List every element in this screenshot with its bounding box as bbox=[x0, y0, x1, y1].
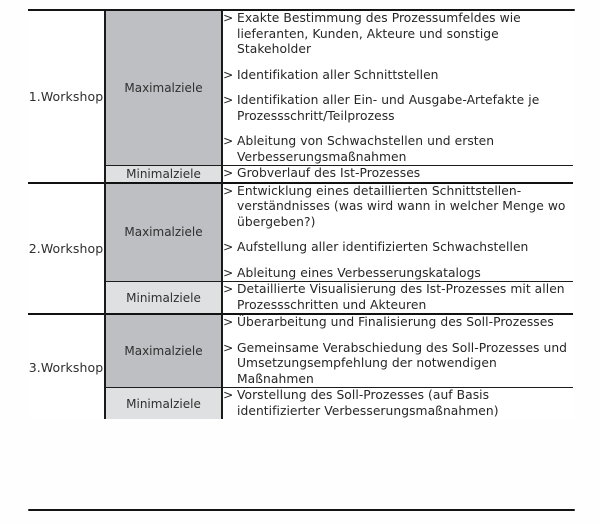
bullet-list bbox=[223, 282, 573, 313]
list-item-text: Ableitung von Schwachstellen und ersten Verbesserungsmaßnahmen bbox=[237, 134, 495, 164]
goal-items-max-1 bbox=[222, 10, 573, 166]
workshop-label-1: 1.Workshop bbox=[28, 10, 105, 183]
list-item-text: Identifikation aller Schnittstellen bbox=[237, 67, 439, 82]
list-item-text: Vorstellung des Soll-Prozesses (auf Basis identifizierter Verbesserungsmaßnahmen) bbox=[237, 388, 499, 418]
bullet-list bbox=[223, 11, 573, 165]
bullet-list bbox=[223, 166, 573, 182]
workshop-label-2: 2.Workshop bbox=[28, 183, 105, 315]
workshop-label-3: 3.Workshop bbox=[28, 314, 105, 419]
bullet-list bbox=[223, 388, 573, 419]
chevron-bullet-icon: > bbox=[223, 183, 234, 198]
table-row bbox=[28, 166, 573, 183]
list-item-text: Überarbeitung und Finalisierung des Soll-Prozesses bbox=[237, 315, 554, 329]
chevron-bullet-icon: > bbox=[223, 67, 234, 82]
table-row bbox=[28, 183, 573, 282]
list-item-text: Gemeinsame Verabschiedung des Soll-Prozesses und Umsetzungsempfehlung der notwendigen Maßnahmen bbox=[237, 340, 568, 386]
goal-label-max-2: Maximalziele bbox=[105, 183, 222, 282]
goal-label-max-1: Maximalziele bbox=[105, 10, 222, 166]
table-row bbox=[28, 10, 573, 166]
goal-items-min-3 bbox=[222, 388, 573, 420]
goal-label-min-3: Minimalziele bbox=[105, 388, 222, 420]
frame-line-bottom bbox=[28, 509, 575, 511]
bullet-list bbox=[223, 315, 573, 387]
chevron-bullet-icon: > bbox=[223, 93, 234, 107]
bullet-list bbox=[223, 184, 573, 282]
list-item-text: Grobverlauf des Ist-Prozesses bbox=[237, 166, 421, 180]
chevron-bullet-icon: > bbox=[223, 166, 234, 180]
chevron-bullet-icon: > bbox=[223, 282, 234, 296]
workshop-goals-table bbox=[28, 9, 573, 419]
list-item-text: Aufstellung aller identifizierten Schwachstellen bbox=[237, 240, 529, 254]
chevron-bullet-icon: > bbox=[223, 388, 234, 402]
list-item bbox=[223, 341, 573, 388]
list-item-text: Identifikation aller Ein- und Ausgabe-Artefakte je Prozessschritt/Teilprozess bbox=[237, 93, 540, 123]
list-item bbox=[223, 315, 573, 331]
goal-items-min-2 bbox=[222, 282, 573, 315]
frame-line-top bbox=[28, 9, 575, 11]
list-item bbox=[223, 184, 573, 231]
list-item-text: Exakte Bestimmung des Prozessumfeldes wie lieferanten, Kunden, Akteure und sonstige Stakeholder bbox=[237, 11, 521, 56]
table-row bbox=[28, 282, 573, 315]
chevron-bullet-icon: > bbox=[223, 340, 234, 355]
list-item bbox=[223, 11, 573, 58]
list-item bbox=[223, 68, 573, 84]
table-row bbox=[28, 314, 573, 388]
chevron-bullet-icon: > bbox=[223, 315, 234, 329]
goal-label-max-3: Maximalziele bbox=[105, 314, 222, 388]
chevron-bullet-icon: > bbox=[223, 11, 234, 25]
list-item bbox=[223, 240, 573, 256]
list-item bbox=[223, 93, 573, 124]
table-row bbox=[28, 388, 573, 420]
list-item-text: Ableitung eines Verbesserungskatalogs bbox=[237, 265, 481, 280]
goal-label-min-1: Minimalziele bbox=[105, 166, 222, 183]
list-item bbox=[223, 266, 573, 282]
goal-items-max-2 bbox=[222, 183, 573, 282]
list-item-text: Detaillierte Visualisierung des Ist-Prozesses mit allen Prozessschritten und Akteuren bbox=[237, 282, 565, 312]
list-item bbox=[223, 134, 573, 165]
chevron-bullet-icon: > bbox=[223, 240, 234, 254]
list-item-text: Entwicklung eines detaillierten Schnittstellen-verständnisses (was wird wann in welcher Menge wo übergeben?) bbox=[237, 183, 566, 229]
list-item bbox=[223, 282, 573, 313]
list-item bbox=[223, 388, 573, 419]
list-item bbox=[223, 166, 573, 182]
chevron-bullet-icon: > bbox=[223, 265, 234, 280]
chevron-bullet-icon: > bbox=[223, 134, 234, 148]
goal-label-min-2: Minimalziele bbox=[105, 282, 222, 315]
goal-items-max-3 bbox=[222, 314, 573, 388]
goal-items-min-1 bbox=[222, 166, 573, 183]
